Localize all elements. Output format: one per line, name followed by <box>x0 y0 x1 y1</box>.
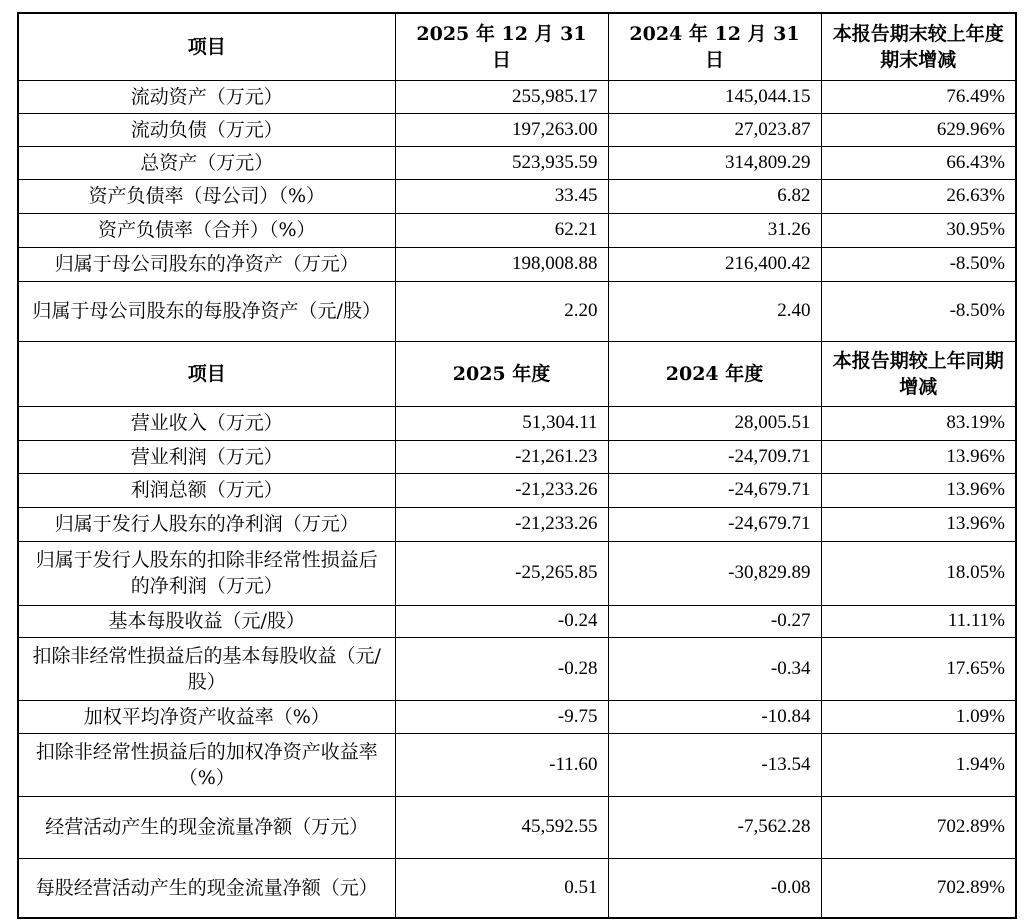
header-item: 项目 <box>18 341 395 406</box>
header-2024-12-31: 2024 年 12 月 31 日 <box>608 13 821 80</box>
value-change: 13.96% <box>821 440 1016 473</box>
value-2024: -0.27 <box>608 605 821 637</box>
value-change: 66.43% <box>821 146 1016 179</box>
row-label: 扣除非经常性损益后的加权净资产收益率（%） <box>18 733 395 796</box>
value-2025: 62.21 <box>395 213 608 247</box>
row-label: 基本每股收益（元/股） <box>18 605 395 637</box>
value-2025: -0.24 <box>395 605 608 637</box>
value-2025: 198,008.88 <box>395 247 608 281</box>
value-change: 629.96% <box>821 113 1016 146</box>
value-2024: -24,679.71 <box>608 507 821 541</box>
table-row <box>18 605 1016 637</box>
value-2024: 314,809.29 <box>608 146 821 179</box>
value-2024: -0.08 <box>608 858 821 918</box>
value-2025: -25,265.85 <box>395 541 608 605</box>
row-label: 流动资产（万元） <box>18 80 395 113</box>
table-row <box>18 113 1016 146</box>
row-label: 营业收入（万元） <box>18 406 395 440</box>
value-2024: -10.84 <box>608 700 821 733</box>
value-2025: 45,592.55 <box>395 796 608 858</box>
value-2024: 2.40 <box>608 281 821 341</box>
table-row <box>18 700 1016 733</box>
row-label: 总资产（万元） <box>18 146 395 179</box>
value-2024: -13.54 <box>608 733 821 796</box>
table-row <box>18 406 1016 440</box>
value-2024: 6.82 <box>608 179 821 213</box>
table-row <box>18 247 1016 281</box>
value-change: 18.05% <box>821 541 1016 605</box>
table-row <box>18 146 1016 179</box>
row-label: 扣除非经常性损益后的基本每股收益（元/股） <box>18 637 395 700</box>
value-2025: -21,261.23 <box>395 440 608 473</box>
value-change: 13.96% <box>821 507 1016 541</box>
value-2024: -30,829.89 <box>608 541 821 605</box>
row-label: 营业利润（万元） <box>18 440 395 473</box>
value-change: 83.19% <box>821 406 1016 440</box>
header-change-vs-prior-year-end: 本报告期末较上年度期末增减 <box>821 13 1016 80</box>
value-change: 76.49% <box>821 80 1016 113</box>
value-2025: 0.51 <box>395 858 608 918</box>
value-change: 17.65% <box>821 637 1016 700</box>
value-change: 30.95% <box>821 213 1016 247</box>
table-row <box>18 541 1016 605</box>
value-2025: -21,233.26 <box>395 473 608 507</box>
value-2025: 51,304.11 <box>395 406 608 440</box>
value-change: 13.96% <box>821 473 1016 507</box>
value-change: 702.89% <box>821 858 1016 918</box>
value-change: 1.09% <box>821 700 1016 733</box>
table-row <box>18 637 1016 700</box>
value-2025: -0.28 <box>395 637 608 700</box>
table-row <box>18 80 1016 113</box>
value-2024: 28,005.51 <box>608 406 821 440</box>
row-label: 经营活动产生的现金流量净额（万元） <box>18 796 395 858</box>
table-row <box>18 179 1016 213</box>
value-2025: -9.75 <box>395 700 608 733</box>
row-label: 归属于母公司股东的净资产（万元） <box>18 247 395 281</box>
table-row <box>18 213 1016 247</box>
row-label: 利润总额（万元） <box>18 473 395 507</box>
table-row <box>18 440 1016 473</box>
row-label: 归属于发行人股东的扣除非经常性损益后的净利润（万元） <box>18 541 395 605</box>
row-label: 每股经营活动产生的现金流量净额（元） <box>18 858 395 918</box>
header-row-balance <box>18 13 1016 80</box>
row-label: 流动负债（万元） <box>18 113 395 146</box>
value-2024: 27,023.87 <box>608 113 821 146</box>
value-2024: 31.26 <box>608 213 821 247</box>
value-2024: -24,709.71 <box>608 440 821 473</box>
header-2025-12-31: 2025 年 12 月 31 日 <box>395 13 608 80</box>
header-change-vs-prior-period: 本报告期较上年同期增减 <box>821 341 1016 406</box>
value-2024: -7,562.28 <box>608 796 821 858</box>
value-2025: -11.60 <box>395 733 608 796</box>
row-label: 归属于母公司股东的每股净资产（元/股） <box>18 281 395 341</box>
table-row <box>18 507 1016 541</box>
row-label: 资产负债率（母公司）（%） <box>18 179 395 213</box>
value-2025: 197,263.00 <box>395 113 608 146</box>
value-2025: 255,985.17 <box>395 80 608 113</box>
value-change: -8.50% <box>821 281 1016 341</box>
table-row <box>18 858 1016 918</box>
table-row <box>18 473 1016 507</box>
header-row-income <box>18 341 1016 406</box>
value-change: 1.94% <box>821 733 1016 796</box>
financial-indicators-table <box>17 12 1017 919</box>
table-row <box>18 796 1016 858</box>
table-row <box>18 281 1016 341</box>
row-label: 加权平均净资产收益率（%） <box>18 700 395 733</box>
header-2024-year: 2024 年度 <box>608 341 821 406</box>
value-change: -8.50% <box>821 247 1016 281</box>
value-2025: 2.20 <box>395 281 608 341</box>
value-change: 702.89% <box>821 796 1016 858</box>
value-2024: 145,044.15 <box>608 80 821 113</box>
value-2025: 523,935.59 <box>395 146 608 179</box>
table-row <box>18 733 1016 796</box>
value-change: 11.11% <box>821 605 1016 637</box>
value-2024: 216,400.42 <box>608 247 821 281</box>
value-2025: 33.45 <box>395 179 608 213</box>
header-item: 项目 <box>18 13 395 80</box>
header-2025-year: 2025 年度 <box>395 341 608 406</box>
value-2025: -21,233.26 <box>395 507 608 541</box>
value-2024: -24,679.71 <box>608 473 821 507</box>
row-label: 资产负债率（合并）（%） <box>18 213 395 247</box>
value-change: 26.63% <box>821 179 1016 213</box>
row-label: 归属于发行人股东的净利润（万元） <box>18 507 395 541</box>
value-2024: -0.34 <box>608 637 821 700</box>
